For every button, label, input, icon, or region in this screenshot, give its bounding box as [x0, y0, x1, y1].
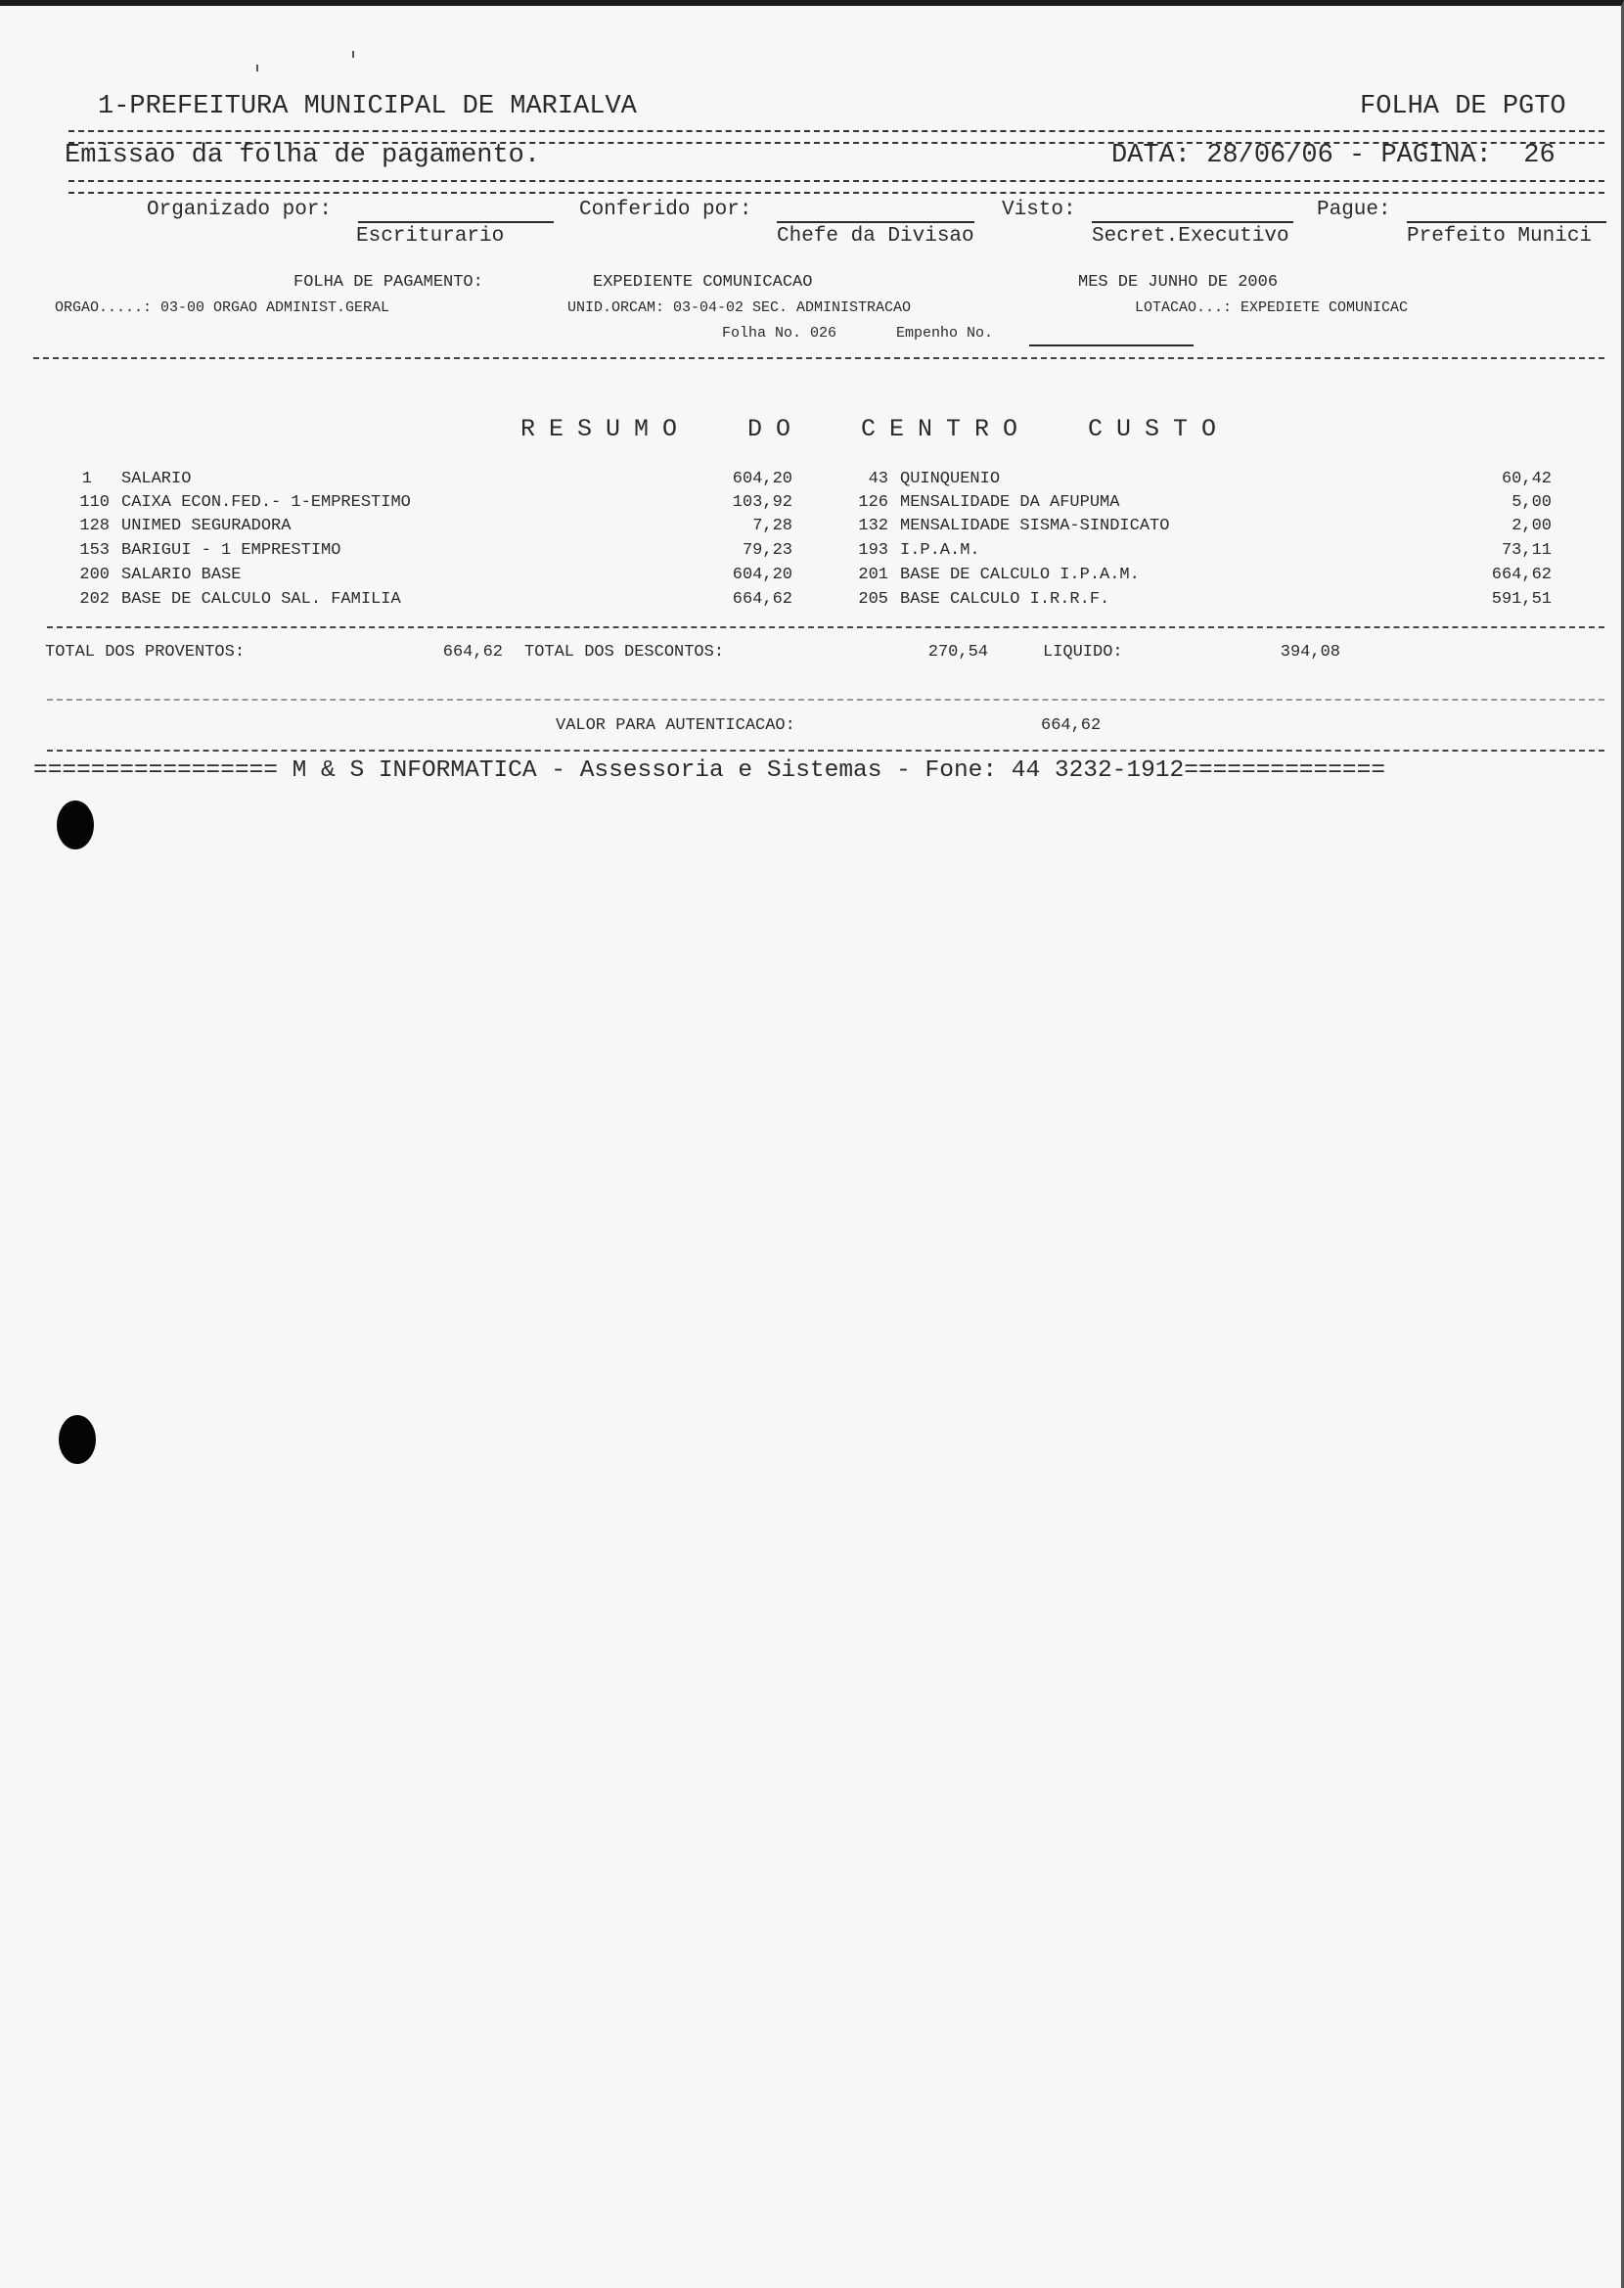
signature-line [1092, 221, 1293, 223]
item-value: 2,00 [1511, 517, 1552, 535]
lotacao: LOTACAO...: EXPEDIETE COMUNICAC [1135, 299, 1409, 316]
chefe-caption: Chefe da Divisao [777, 225, 974, 248]
folha-number: Folha No. 026 [722, 325, 837, 342]
footer-credit: ================= M & S INFORMATICA - Assessoria e Sistemas - Fone: 44 3232-1912============== [33, 757, 1386, 784]
empenho-label: Empenho No. [896, 325, 994, 342]
document-subtitle: Emissao da folha de pagamento. [65, 141, 541, 170]
item-code: 110 [79, 493, 110, 512]
item-value: 7,28 [752, 517, 792, 535]
secretario-caption: Secret.Executivo [1092, 225, 1289, 248]
item-code: 193 [858, 541, 888, 560]
prefeito-caption: Prefeito Munici [1407, 225, 1593, 248]
folha-value: EXPEDIENTE COMUNICACAO [593, 273, 813, 292]
item-code: 201 [858, 566, 888, 584]
item-value: 79,23 [742, 541, 792, 560]
empenho-line [1029, 344, 1194, 346]
item-value: 73,11 [1501, 541, 1552, 560]
item-description: BARIGUI - 1 EMPRESTIMO [121, 541, 341, 560]
pague-label: Pague: [1317, 199, 1391, 221]
signature-line [358, 221, 554, 223]
conferido-label: Conferido por: [579, 199, 752, 221]
separator-dashed [47, 750, 1604, 752]
item-value: 591,51 [1491, 590, 1552, 609]
item-description: BASE CALCULO I.R.R.F. [900, 590, 1110, 609]
resumo-title: RESUMO DO CENTRO CUSTO [520, 415, 1231, 443]
item-code: 205 [858, 590, 888, 609]
organizado-label: Organizado por: [147, 199, 333, 221]
item-code: 43 [868, 470, 888, 488]
separator-double [68, 180, 1604, 194]
item-description: SALARIO BASE [121, 566, 242, 584]
autenticacao-value: 664,62 [1041, 716, 1102, 735]
document-type: FOLHA DE PGTO [1360, 92, 1566, 121]
item-code: 202 [79, 590, 110, 609]
total-descontos-value: 270,54 [927, 643, 988, 662]
date-page: DATA: 28/06/06 - PAGINA: 26 [1111, 141, 1556, 170]
item-description: SALARIO [121, 470, 192, 488]
punch-hole [57, 801, 94, 849]
scan-mark [256, 65, 258, 71]
item-code: 1 [81, 470, 92, 488]
item-description: MENSALIDADE DA AFUPUMA [900, 493, 1120, 512]
item-value: 5,00 [1511, 493, 1552, 512]
entity-name: 1-PREFEITURA MUNICIPAL DE MARIALVA [98, 92, 637, 121]
item-value: 664,62 [732, 590, 792, 609]
escriturario-caption: Escriturario [356, 225, 505, 248]
item-description: CAIXA ECON.FED.- 1-EMPRESTIMO [121, 493, 411, 512]
signature-line [1407, 221, 1606, 223]
item-code: 126 [858, 493, 888, 512]
item-value: 604,20 [732, 470, 792, 488]
item-description: UNIMED SEGURADORA [121, 517, 292, 535]
total-proventos-label: TOTAL DOS PROVENTOS: [45, 643, 246, 662]
total-descontos-label: TOTAL DOS DESCONTOS: [524, 643, 725, 662]
item-code: 200 [79, 566, 110, 584]
folha-label: FOLHA DE PAGAMENTO: [293, 273, 483, 292]
item-value: 664,62 [1491, 566, 1552, 584]
item-description: QUINQUENIO [900, 470, 1001, 488]
item-value: 103,92 [732, 493, 792, 512]
visto-label: Visto: [1002, 199, 1076, 221]
item-description: I.P.A.M. [900, 541, 980, 560]
item-code: 132 [858, 517, 888, 535]
item-code: 128 [79, 517, 110, 535]
liquido-label: LIQUIDO: [1043, 643, 1123, 662]
signature-line [777, 221, 974, 223]
orgao: ORGAO.....: 03-00 ORGAO ADMINIST.GERAL [55, 299, 390, 316]
unidade-orcamentaria: UNID.ORCAM: 03-04-02 SEC. ADMINISTRACAO [567, 299, 912, 316]
reference-month: MES DE JUNHO DE 2006 [1078, 273, 1279, 292]
item-description: BASE DE CALCULO SAL. FAMILIA [121, 590, 401, 609]
total-proventos-value: 664,62 [442, 643, 503, 662]
item-description: MENSALIDADE SISMA-SINDICATO [900, 517, 1170, 535]
autenticacao-label: VALOR PARA AUTENTICACAO: [556, 716, 795, 735]
separator-dashed [47, 626, 1604, 628]
item-description: BASE DE CALCULO I.P.A.M. [900, 566, 1140, 584]
separator-dashed [33, 357, 1604, 359]
item-value: 604,20 [732, 566, 792, 584]
separator-dashed [47, 699, 1604, 701]
scan-mark [352, 51, 354, 58]
liquido-value: 394,08 [1280, 643, 1340, 662]
item-code: 153 [79, 541, 110, 560]
item-value: 60,42 [1501, 470, 1552, 488]
punch-hole [59, 1415, 96, 1464]
